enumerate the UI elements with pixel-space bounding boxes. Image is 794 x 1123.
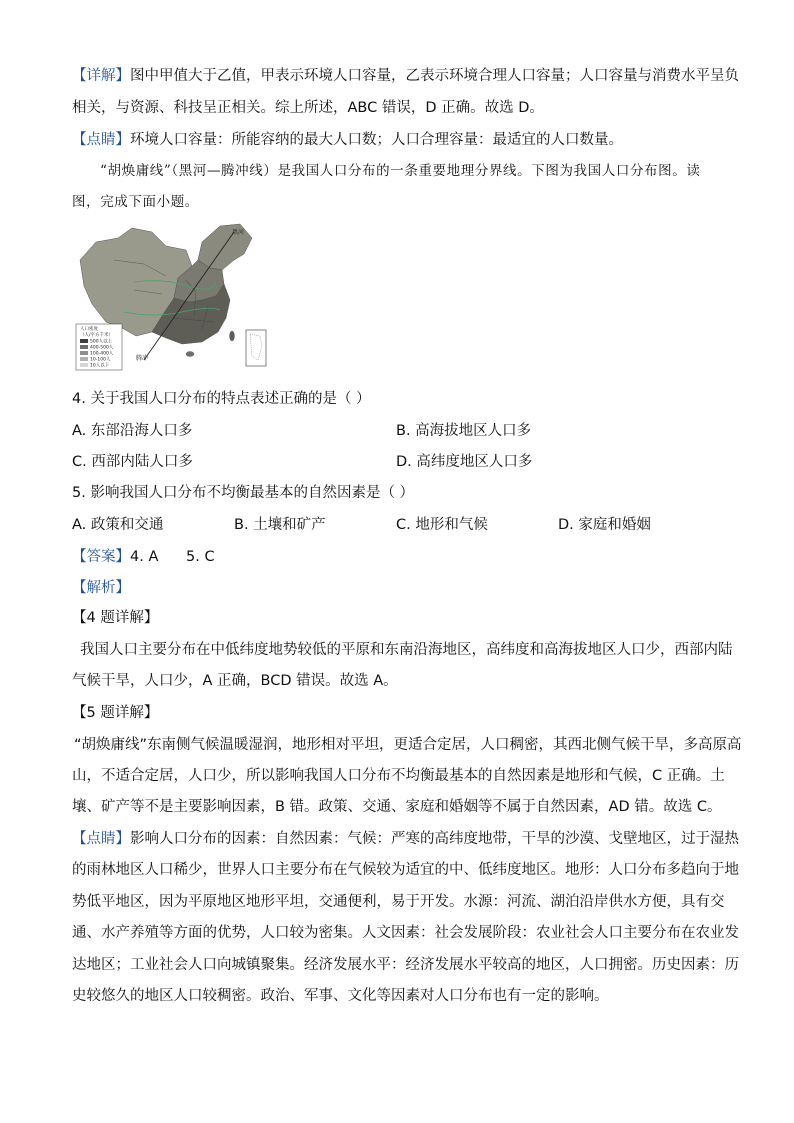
detail-tag: 【详解】 xyxy=(72,68,130,84)
answer-tag: 【答案】 xyxy=(72,549,130,565)
q5-stem: 5. 影响我国人口分布不均衡最基本的自然因素是（ ） xyxy=(72,485,415,501)
point1-line xyxy=(72,130,623,150)
legend-item-3: 100-400人 xyxy=(90,351,114,357)
q4-detail-line2: 气候干旱，人口少，A 正确，BCD 错误。故选 A。 xyxy=(72,673,398,689)
answer-line xyxy=(72,547,215,567)
point2-line1 xyxy=(72,829,739,849)
legend-swatch-2 xyxy=(80,345,88,349)
legend-item-1: 500人以上 xyxy=(90,339,113,345)
q4-stem: 4. 关于我国人口分布的特点表述正确的是（ ） xyxy=(72,391,371,407)
intro-line2: 图，完成下面小题。 xyxy=(72,194,199,210)
intro-line1: “胡焕庸线”（黑河—腾冲线）是我国人口分布的一条重要地理分界线。下图为我国人口分布图。读 xyxy=(100,163,701,179)
detail1-line2: 相关，与资源、科技呈正相关。综上所述，ABC 错误，D 正确。故选 D。 xyxy=(72,100,544,116)
point2-text1: 影响人口分布的因素：自然因素：气候：严寒的高纬度地带，干旱的沙漠、戈壁地区，过于湿热 xyxy=(130,831,739,847)
point2-line2: 的雨林地区人口稀少，世界人口主要分布在气候较为适宜的中、低纬度地区。地形：人口分布多趋向于地 xyxy=(72,862,739,878)
q4-option-b: B. 高海拔地区人口多 xyxy=(396,423,532,439)
detail1-text1: 图中甲值大于乙值，甲表示环境人口容量，乙表示环境合理人口容量；人口容量与消费水平呈负 xyxy=(130,68,739,84)
point2-tag: 【点睛】 xyxy=(72,831,130,847)
map-hainan xyxy=(186,352,194,357)
q5-option-c: C. 地形和气候 xyxy=(396,517,488,533)
q4-option-a: A. 东部沿海人口多 xyxy=(72,423,193,439)
q5-detail-line1: “胡焕庸线”东南侧气候温暖湿润，地形相对平坦，更适合定居，人口稠密，其西北侧气候干旱，多高原高 xyxy=(74,737,742,753)
point1-text: 环境人口容量：所能容纳的最大人口数；人口合理容量：最适宜的人口数量。 xyxy=(130,132,623,148)
q5-option-a: A. 政策和交通 xyxy=(72,517,164,533)
legend-unit: （人/平方千米） xyxy=(80,333,114,338)
q4-detail-line1: 我国人口主要分布在中低纬度地势较低的平原和东南沿海地区，高纬度和高海拔地区人口少，西部内陆 xyxy=(80,642,733,658)
point2-line4: 通、水产养殖等方面的优势，人口较为密集。人文因素：社会发展阶段：农业社会人口主要分布在农业发 xyxy=(72,925,739,941)
legend-item-4: 10-100人 xyxy=(90,357,111,363)
point2-line6: 史较悠久的地区人口较稠密。政治、军事、文化等因素对人口分布也有一定的影响。 xyxy=(72,988,609,1004)
answer-text: 4. A 5. C xyxy=(130,549,215,565)
legend-swatch-3 xyxy=(80,351,88,355)
q4-option-c: C. 西部内陆人口多 xyxy=(72,454,193,470)
legend-item-5: 10人以下 xyxy=(90,363,110,369)
q5-detail-tag: 【5 题详解】 xyxy=(72,705,159,721)
map-taiwan xyxy=(230,331,235,341)
city-tengchong-label: 腾冲 xyxy=(136,355,149,362)
legend-title: 人口密度 xyxy=(80,327,98,332)
point2-line5: 达地区；工业社会人口向城镇聚集。经济发展水平：经济发展水平较高的地区，人口拥密。历史因素：历 xyxy=(72,957,739,973)
q5-option-b: B. 土壤和矿产 xyxy=(234,517,326,533)
population-map xyxy=(74,220,270,372)
detail1-line1 xyxy=(72,66,739,86)
point2-line3: 势低平地区，因为平原地区地形平坦，交通便利，易于开发。水源：河流、湖泊沿岸供水方便，具有交 xyxy=(72,894,725,910)
legend-item-2: 400-500人 xyxy=(90,345,114,351)
analysis-tag: 【解析】 xyxy=(72,580,130,596)
q5-detail-line3: 壤、矿产等不是主要影响因素，B 错。政策、交通、家庭和婚姻等不属于自然因素，AD 错。故选 C。 xyxy=(72,799,722,815)
legend-swatch-1 xyxy=(80,339,88,343)
city-heihe-label: 黑河 xyxy=(232,229,245,236)
q5-detail-line2: 山，不适合定居，人口少，所以影响我国人口分布不均衡最基本的自然因素是地形和气候，C 正确。土 xyxy=(72,768,725,784)
legend-swatch-5 xyxy=(80,363,88,367)
point-tag: 【点睛】 xyxy=(72,132,130,148)
legend-swatch-4 xyxy=(80,357,88,361)
q5-option-d: D. 家庭和婚姻 xyxy=(558,517,651,533)
q4-detail-tag: 【4 题详解】 xyxy=(72,610,159,626)
q4-option-d: D. 高纬度地区人口多 xyxy=(396,454,533,470)
